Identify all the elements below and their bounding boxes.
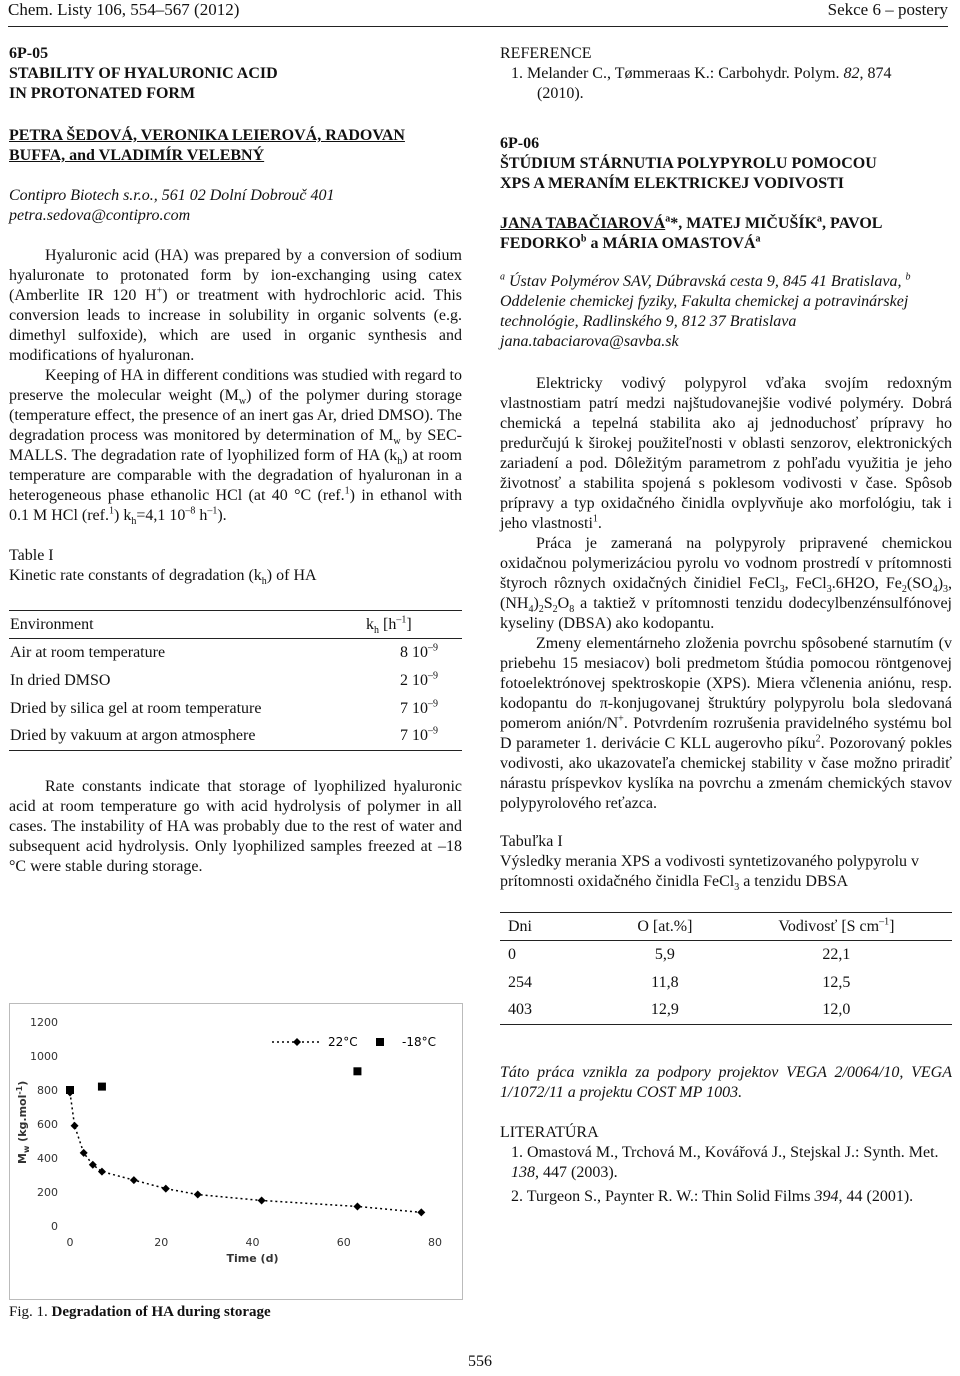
- abstract-paragraph-2: Keeping of HA in different conditions was studied with regard to preserve the molecular weight $(M_w)$ of the polymer during storage (temperature effect, the presence of an inert gas Ar, dried DMSO). The degradation process was monitored by determination of $M_w$ by SEC-MALLS. The degradation rate of lyophilized form of HA $(k_h)$ at room temperature are comparable with the degradation of hyaluronan in a heterogeneous phase ethanolic HCl (at 40 °C (ref.$^1$) in ethanol with 0.1 M HCl (ref.$^1$) $k_h=4,1$ $10^{-8}$ $h^{-1}$).: [9, 367, 463, 528]
- table-row: [9, 723, 462, 751]
- table-row: [9, 639, 462, 667]
- row-conductivity: 12,0: [822, 1001, 851, 1019]
- header-divider: [8, 26, 948, 27]
- discussion-paragraph: Rate constants indicate that storage of lyophilized hyaluronic acid at room temperature go with acid hydrolysis of polymer in all cases. The instability of HA was probably due to the rest of water and subsequent acid hydrolysis. Only lyophilized samples freezed at –18 °C were stable during storage.: [9, 778, 462, 875]
- table-label: Table I: [9, 547, 54, 564]
- xps-table: [500, 912, 952, 1025]
- table-row: [500, 969, 952, 997]
- table-row: [9, 695, 462, 723]
- literature-heading: LITERATÚRA: [500, 1124, 599, 1141]
- acknowledgement: Táto práca vznikla za podpory projektov VEGA 2/0064/10, VEGA 1/1072/11 a projektu COST MP 1003.: [500, 1064, 952, 1101]
- literature-2: 2. Turgeon S., Paynter R. W.: Thin Solid Films 394, 44 (2001).: [511, 1188, 914, 1205]
- table-caption: Kinetic rate constants of degradation $(k_h)$ of HA: [9, 567, 317, 588]
- row-environment: Air at room temperature: [10, 643, 166, 661]
- section-header: Sekce 6 – postery: [827, 0, 948, 19]
- page-number: 556: [468, 1353, 492, 1370]
- row-rate: 2 $10^{-9}$: [400, 670, 438, 689]
- chart-svg: [10, 1004, 462, 1299]
- legend-22c-label: 22°C: [328, 1035, 358, 1049]
- legend-minus18c-label: -18°C: [402, 1035, 436, 1049]
- x-tick-label: 80: [428, 1236, 442, 1249]
- series-22c-line: [70, 1093, 421, 1213]
- series-22c-point: [194, 1191, 202, 1199]
- x-tick-label: 20: [154, 1236, 169, 1249]
- table-header-conductivity: Vodivosť [S $cm^{-1}$]: [778, 916, 895, 935]
- table-caption-2: Výsledky merania XPS a vodivosti syntetizovaného polypyrolu v prítomnosti oxidačného činidla FeCl$_3$ a tenzidu DBSA: [500, 853, 920, 894]
- table-header-days: Dni: [508, 917, 532, 935]
- authors-line-1: PETRA ŠEDOVÁ, VERONIKA LEIEROVÁ, RADOVAN: [9, 127, 405, 144]
- y-tick-label: 200: [37, 1186, 58, 1199]
- x-axis-label: Time (d): [226, 1252, 279, 1265]
- abstract-paragraph-1: Hyaluronic acid (HA) was prepared by a conversion of sodium hyaluronate to protonated form by ion-exchanging using catex (Amberlite IR 120 H+) or treatment with hydrochloric acid. This conversion leads to increase in solubility in organic solvents (e.g. dimethyl sulfoxide), which are used in organic synthesis and modifications of hyaluronan.: [9, 247, 462, 364]
- row-oxygen: 5,9: [654, 945, 675, 963]
- table-header-rate: $k_h$ $[h^{-1}]$: [366, 614, 412, 636]
- authors-2: JANA TABAČIAROVÁ$^a$*, MATEJ MIČUŠÍK$^a$, PAVOL FEDORKO$^b$ a MÁRIA OMASTOVÁ$^a$: [500, 213, 883, 252]
- row-rate: 7 $10^{-9}$: [400, 725, 438, 745]
- table-row: [500, 997, 952, 1025]
- table-header-oxygen: O [at.%]: [637, 917, 693, 935]
- degradation-chart: [9, 1003, 463, 1300]
- row-environment: Dried by silica gel at room temperature: [10, 699, 262, 717]
- literature-1: 1. Omastová M., Trchová M., Kovářová J., Stejskal J.: Synth. Met. 138, 447 (2003).: [511, 1144, 939, 1181]
- y-tick-label: 600: [37, 1118, 58, 1131]
- row-environment: Dried by vakuum at argon atmosphere: [10, 727, 256, 745]
- journal-header: Chem. Listy 106, 554–567 (2012): [8, 0, 240, 19]
- row-environment: In dried DMSO: [10, 671, 111, 689]
- paper-title-line-2: IN PROTONATED FORM: [9, 85, 196, 102]
- row-conductivity: 22,1: [822, 945, 851, 963]
- email: petra.sedova@contipro.com: [9, 207, 191, 224]
- row-days: 254: [508, 973, 532, 991]
- row-rate: 8 $10^{-9}$: [400, 642, 438, 661]
- series-22c-point: [353, 1202, 361, 1210]
- paper-title-2-line-1: ŠTÚDIUM STÁRNUTIA POLYPYROLU POMOCOU: [500, 155, 877, 172]
- paper-code: 6P-05: [9, 45, 49, 62]
- row-rate: 7 $10^{-9}$: [400, 698, 438, 717]
- table-label-2: Tabuľka I: [500, 833, 563, 850]
- sk-paragraph-1: Elektricky vodivý polypyrol vďaka svojím redoxným vlastnostiam patrí medzi najštudovanejšie vodivé polyméry. Dobrá chemická a tepelná stabilita ako aj jednoduchosť prípravy ho predurčujú k širokej použiteľnosti v oblasti senzorov, elektronických zariadení a pod. Dôležitým parametrom z pohľadu využitia je jeho životnosť a stabilita spojená s poklesom vodivosti v čase. Spôsob prípravy a typ oxidačného činidla ovplyvňuje ako morfológiu, tak i jeho vlastnosti$^1$.: [500, 375, 952, 532]
- row-days: 403: [508, 1001, 532, 1019]
- y-axis-label: $M_w$ (kg.mol$^{-1}$): [15, 1080, 31, 1164]
- figure-caption: Fig. 1. Degradation of HA during storage: [9, 1304, 271, 1320]
- sk-paragraph-3: Zmeny elementárneho zloženia povrchu spôsobené starnutím (v priebehu 15 mesiacov) boli predmetom štúdia pomocou röntgenovej fotoelektrónovej spektroskopie (XPS). Miera včlenenia aniónu, resp. kodopantu do π-konjugovanej štruktúry polypyrolu bola sledovaná pomerom anión/N+. Potvrdením rozrušenia pravidelného systému bol D parameter 1. derivácie C KLL augerovho píku$^2$. Pozorovaný pokles vodivosti, ako ukazovateľa chemickej stability v čase možno priradiť nárastu príspevkov kyslíka na povrchu a zmenám chemických stavov polypyrolového reťazca.: [500, 635, 953, 812]
- reference-1: 1. Melander C., Tømmeraas K.: Carbohydr. Polym. 82, 874 (2010).: [511, 65, 892, 102]
- reference-heading: REFERENCE: [500, 45, 592, 62]
- series-minus18c-point: [98, 1083, 106, 1091]
- table-row: [500, 941, 952, 969]
- authors-line-2: BUFFA, and VLADIMÍR VELEBNÝ: [9, 147, 265, 164]
- kinetic-table: [9, 610, 462, 751]
- y-tick-label: 800: [37, 1084, 58, 1097]
- legend-22c-marker: [293, 1038, 301, 1046]
- series-22c-point: [417, 1208, 425, 1216]
- legend-minus18c-marker: [376, 1038, 384, 1046]
- series-minus18c-point: [353, 1067, 361, 1075]
- table-header-environment: Environment: [10, 615, 94, 633]
- affiliation: Contipro Biotech s.r.o., 561 02 Dolní Dobrouč 401: [9, 187, 335, 204]
- x-tick-label: 0: [66, 1236, 74, 1249]
- paper-title-2-line-2: XPS A MERANÍM ELEKTRICKEJ VODIVOSTI: [500, 175, 845, 192]
- row-conductivity: 12,5: [822, 973, 851, 991]
- row-days: 0: [508, 945, 516, 963]
- y-tick-label: 1200: [30, 1016, 58, 1029]
- series-22c-point: [98, 1168, 106, 1176]
- series-22c-point: [71, 1122, 79, 1130]
- table-row: [9, 667, 462, 695]
- paper-title-line-1: STABILITY OF HYALURONIC ACID: [9, 65, 278, 82]
- series-22c-point: [130, 1176, 138, 1184]
- y-tick-label: 1000: [30, 1050, 58, 1063]
- row-oxygen: 12,9: [650, 1001, 679, 1019]
- y-tick-label: 0: [51, 1220, 58, 1233]
- sk-paragraph-2: Práca je zameraná na polypyroly pripravené chemickou oxidačnou polymerizáciou pyrolu vo vodnom prostredí v prítomnosti štyroch rôznych oxidačných činidiel FeCl$_3$, FeCl$_3$.6H2O, $Fe_2(SO_4)_3$, $(NH_4)_2S_2O_8$ a taktiež v prítomnosti tenzidu dodecylbenzénsulfónovej kyseliny (DBSA) ako kodopantu.: [500, 535, 953, 632]
- left-column: [9, 44, 462, 877]
- y-tick-label: 400: [37, 1152, 58, 1165]
- x-tick-label: 60: [336, 1236, 351, 1249]
- right-column: [500, 44, 952, 1207]
- series-minus18c-point: [66, 1086, 74, 1094]
- paper-code-2: 6P-06: [500, 135, 540, 152]
- series-22c-point: [258, 1197, 266, 1205]
- series-22c-point: [162, 1185, 170, 1193]
- row-oxygen: 11,8: [651, 973, 679, 991]
- affiliation-2: $^a$ Ústav Polymérov SAV, Dúbravská cesta 9, 845 41 Bratislava, $^b$ Oddelenie chemickej fyziky, Fakulta chemickej a potravinárskej technológie, Radlinského 9, 812 37 Bratislava jana.tabaciarova@savba.sk: [500, 271, 911, 350]
- x-tick-label: 40: [245, 1236, 260, 1249]
